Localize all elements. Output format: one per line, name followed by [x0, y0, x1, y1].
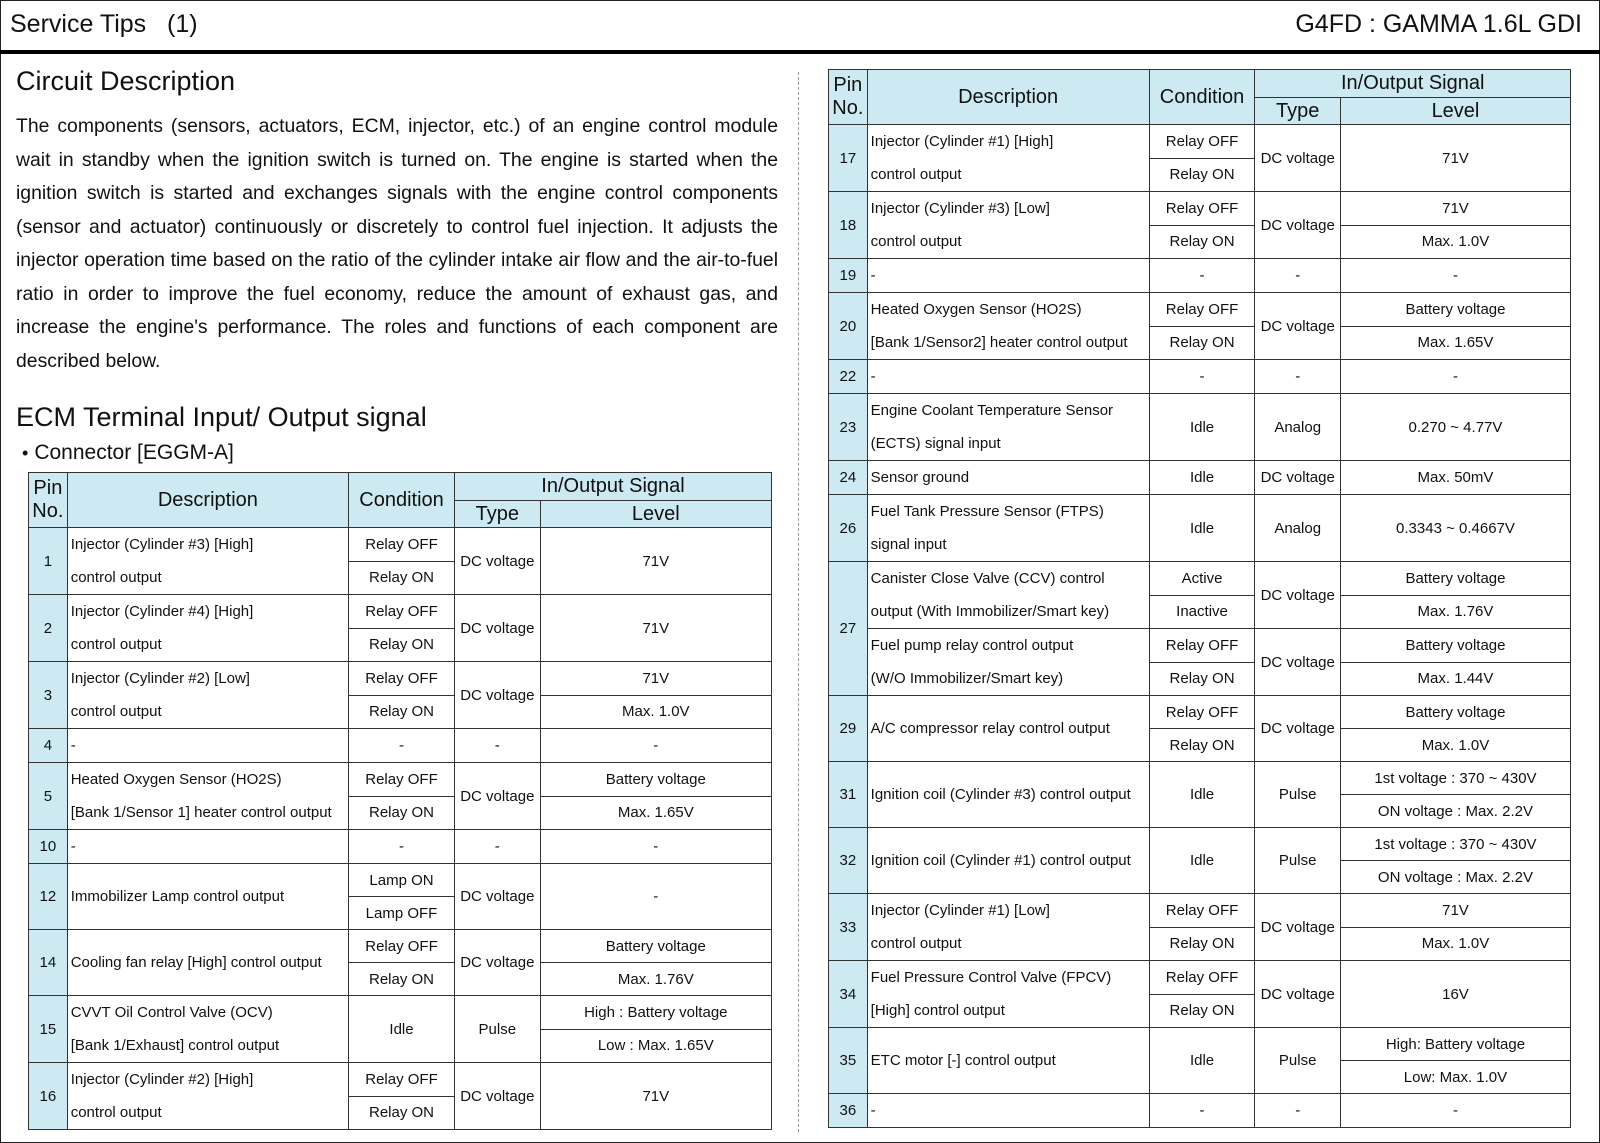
connector-name: Connector [EGGM-A] [34, 441, 234, 464]
signal-level: Max. 1.44V [1340, 662, 1570, 696]
pin-description [867, 961, 1149, 1028]
signal-level: 71V [1340, 125, 1570, 192]
pin-condition: Relay OFF [1149, 192, 1255, 226]
description-line: control output [70, 569, 162, 586]
pin-description [867, 259, 1149, 293]
pin-number: 10 [29, 830, 68, 864]
description-line: [Bank 1/Exhaust] control output [70, 1037, 280, 1054]
pin-condition: Idle [1149, 461, 1255, 495]
pin-description [867, 762, 1149, 828]
header-pin-no [29, 473, 68, 528]
pin-condition: Relay OFF [1149, 125, 1255, 159]
table-row [29, 830, 772, 864]
table-row [29, 763, 772, 797]
pin-condition: - [1149, 1094, 1255, 1128]
description-line: Injector (Cylinder #2) [High] [70, 1071, 254, 1088]
signal-level: Battery voltage [1340, 562, 1570, 596]
description-line: output (With Immobilizer/Smart key) [870, 603, 1110, 620]
pin-number: 14 [29, 930, 68, 996]
connector-label [22, 441, 234, 465]
signal-level: Max. 1.65V [1340, 326, 1570, 360]
signal-level: 1st voltage : 370 ~ 430V [1340, 762, 1570, 795]
description-line: [Bank 1/Sensor2] heater control output [870, 334, 1128, 351]
signal-level: Low: Max. 1.0V [1340, 1061, 1570, 1094]
pin-table-left [28, 472, 772, 1130]
pin-description [867, 461, 1149, 495]
signal-type: DC voltage [455, 528, 541, 595]
signal-type: DC voltage [1255, 293, 1340, 360]
pin-number: 3 [29, 662, 68, 729]
pin-description [67, 930, 348, 996]
description-line: Fuel Tank Pressure Sensor (FTPS) [870, 503, 1104, 520]
pin-description [867, 125, 1149, 192]
column-divider [798, 72, 799, 1132]
signal-level: High : Battery voltage [540, 996, 771, 1030]
pin-condition: Relay ON [349, 796, 455, 830]
description-line: control output [870, 233, 962, 250]
signal-type: DC voltage [1255, 562, 1340, 629]
description-line: - [870, 1102, 876, 1119]
page-title: Service Tips (1) [10, 10, 198, 38]
description-line: Heated Oxygen Sensor (HO2S) [870, 301, 1082, 318]
header-io-signal: In/Output Signal [455, 473, 772, 501]
circuit-description-text: The components (sensors, actuators, ECM, injector, etc.) of an engine control module wait in standby when the ignition switch is turned on. The engine is started when the ignition switch is started and exchanges signals with the engine control components (sensor and actuator) continuously or discretely to control fuel injection. It adjusts the injector operation time based on the ratio of the cylinder intake air flow and the air-to-fuel ratio in order to improve the fuel economy, reduce the amount of exhaust gas, and increase the engine's performance. The roles and functions of each component are described below. [16, 115, 778, 372]
pin-description [867, 394, 1149, 461]
pin-condition: Relay ON [1149, 662, 1255, 696]
signal-type: Pulse [1255, 828, 1340, 894]
signal-level: Max. 1.76V [540, 963, 771, 996]
signal-level: 1st voltage : 370 ~ 430V [1340, 828, 1570, 861]
description-line: control output [870, 166, 962, 183]
pin-description [67, 996, 348, 1063]
pin-number: 19 [829, 259, 868, 293]
pin-description [67, 729, 348, 763]
pin-condition: - [1149, 360, 1255, 394]
pin-condition: - [349, 729, 455, 763]
signal-level: 71V [540, 528, 771, 595]
signal-level: Battery voltage [1340, 696, 1570, 729]
signal-type: Pulse [1255, 762, 1340, 828]
pin-condition: Inactive [1149, 595, 1255, 629]
header-level: Level [540, 501, 771, 528]
table-row [829, 629, 1571, 663]
table-header [829, 70, 1571, 125]
signal-type: DC voltage [455, 595, 541, 662]
header-condition: Condition [1149, 70, 1255, 125]
signal-level: 0.3343 ~ 0.4667V [1340, 495, 1570, 562]
table-row [829, 461, 1571, 495]
signal-level: Battery voltage [540, 930, 771, 963]
signal-type: DC voltage [455, 864, 541, 930]
description-line: Immobilizer Lamp control output [70, 888, 285, 905]
signal-level: Battery voltage [540, 763, 771, 797]
table-row [29, 864, 772, 897]
signal-level: - [1340, 360, 1570, 394]
signal-type: - [1255, 259, 1340, 293]
header-pin-line2: No. [832, 97, 864, 119]
pin-number: 2 [29, 595, 68, 662]
signal-level: 71V [540, 595, 771, 662]
header-row [829, 70, 1571, 98]
table-row [829, 696, 1571, 729]
bullet-icon: • [22, 443, 29, 463]
description-line: - [870, 368, 876, 385]
pin-number: 35 [829, 1028, 868, 1094]
description-line: - [870, 267, 876, 284]
pin-number: 5 [29, 763, 68, 830]
signal-type: DC voltage [1255, 894, 1340, 961]
pin-description [867, 192, 1149, 259]
pin-condition: Active [1149, 562, 1255, 596]
header-type: Type [1255, 98, 1340, 125]
description-line: control output [70, 1104, 162, 1121]
pin-condition: Relay ON [1149, 225, 1255, 259]
pin-condition: Idle [1149, 495, 1255, 562]
pin-description [867, 1028, 1149, 1094]
pin-number: 1 [29, 528, 68, 595]
signal-level: Max. 1.76V [1340, 595, 1570, 629]
description-line: control output [870, 935, 962, 952]
header-level: Level [1340, 98, 1570, 125]
header-pin-line1: Pin [833, 74, 863, 96]
description-line: Injector (Cylinder #2) [Low] [70, 670, 250, 687]
signal-level: 71V [540, 1063, 771, 1130]
signal-type: - [455, 729, 541, 763]
signal-level: 0.270 ~ 4.77V [1340, 394, 1570, 461]
description-line: Ignition coil (Cylinder #3) control output [870, 786, 1131, 803]
table-row [829, 1094, 1571, 1128]
pin-description [67, 830, 348, 864]
pin-condition: Relay OFF [349, 763, 455, 797]
table-row [29, 930, 772, 963]
header-pin-line2: No. [32, 500, 64, 522]
pin-description [867, 562, 1149, 629]
signal-type: DC voltage [455, 930, 541, 996]
pin-condition: Relay ON [1149, 158, 1255, 192]
description-line: Canister Close Valve (CCV) control [870, 570, 1105, 587]
description-line: Injector (Cylinder #3) [Low] [870, 200, 1050, 217]
pin-number: 33 [829, 894, 868, 961]
pin-condition: - [1149, 259, 1255, 293]
table-row [829, 828, 1571, 861]
pin-description [867, 1094, 1149, 1128]
table-row [829, 360, 1571, 394]
signal-type: DC voltage [1255, 629, 1340, 696]
pin-condition: Relay OFF [349, 1063, 455, 1097]
table-body [29, 528, 772, 1130]
pin-description [867, 360, 1149, 394]
pin-number: 23 [829, 394, 868, 461]
pin-description [867, 293, 1149, 360]
signal-type: Analog [1255, 495, 1340, 562]
signal-type: DC voltage [455, 763, 541, 830]
pin-condition: Idle [1149, 1028, 1255, 1094]
signal-level: 16V [1340, 961, 1570, 1028]
description-line: ETC motor [-] control output [870, 1052, 1056, 1069]
signal-level: - [1340, 1094, 1570, 1128]
pin-condition: Relay ON [1149, 326, 1255, 360]
pin-number: 15 [29, 996, 68, 1063]
pin-condition: Relay OFF [349, 662, 455, 696]
description-line: Injector (Cylinder #1) [Low] [870, 902, 1050, 919]
table-row [829, 961, 1571, 995]
signal-level: Max. 50mV [1340, 461, 1570, 495]
header-row [29, 473, 772, 501]
pin-condition: Idle [1149, 762, 1255, 828]
table-row [829, 192, 1571, 226]
description-line: Injector (Cylinder #3) [High] [70, 536, 254, 553]
signal-type: - [455, 830, 541, 864]
header-type: Type [455, 501, 541, 528]
header-io-signal: In/Output Signal [1255, 70, 1571, 98]
table-row [829, 495, 1571, 562]
header-description: Description [67, 473, 348, 528]
page-header [0, 0, 1600, 54]
pin-condition: Relay OFF [349, 595, 455, 629]
pin-condition: Relay OFF [1149, 293, 1255, 327]
pin-description [867, 629, 1149, 696]
pin-number: 29 [829, 696, 868, 762]
pin-description [67, 864, 348, 930]
pin-description [867, 828, 1149, 894]
description-line: CVVT Oil Control Valve (OCV) [70, 1004, 273, 1021]
pin-number: 34 [829, 961, 868, 1028]
description-line: Injector (Cylinder #1) [High] [870, 133, 1054, 150]
description-line: Fuel pump relay control output [870, 637, 1074, 654]
signal-level: ON voltage : Max. 2.2V [1340, 795, 1570, 828]
signal-type: Pulse [455, 996, 541, 1063]
signal-type: Pulse [1255, 1028, 1340, 1094]
pin-number: 12 [29, 864, 68, 930]
pin-condition: Relay ON [1149, 729, 1255, 762]
pin-number: 17 [829, 125, 868, 192]
pin-description [67, 595, 348, 662]
signal-type: DC voltage [1255, 125, 1340, 192]
signal-level: Max. 1.0V [1340, 927, 1570, 961]
description-line: (W/O Immobilizer/Smart key) [870, 670, 1064, 687]
pin-number: 16 [29, 1063, 68, 1130]
header-pin-line1: Pin [33, 477, 63, 499]
table-row [29, 729, 772, 763]
description-line: Fuel Pressure Control Valve (FPCV) [870, 969, 1112, 986]
description-line: Heated Oxygen Sensor (HO2S) [70, 771, 282, 788]
signal-type: - [1255, 360, 1340, 394]
table-row [29, 1063, 772, 1097]
description-line: [Bank 1/Sensor 1] heater control output [70, 804, 332, 821]
signal-level: Battery voltage [1340, 293, 1570, 327]
pin-condition: Idle [1149, 394, 1255, 461]
pin-condition: Lamp OFF [349, 897, 455, 930]
signal-level: - [540, 729, 771, 763]
pin-condition: Relay ON [349, 628, 455, 662]
signal-level: - [540, 830, 771, 864]
pin-condition: Relay ON [349, 1096, 455, 1130]
table-row [829, 1028, 1571, 1061]
description-line: control output [70, 703, 162, 720]
signal-level: Max. 1.0V [540, 695, 771, 729]
pin-number: 18 [829, 192, 868, 259]
signal-type: DC voltage [1255, 696, 1340, 762]
pin-table-right [828, 69, 1571, 1128]
description-line: - [70, 838, 76, 855]
description-line: signal input [870, 536, 947, 553]
signal-level: High: Battery voltage [1340, 1028, 1570, 1061]
pin-condition: Relay OFF [349, 930, 455, 963]
table-row [829, 762, 1571, 795]
pin-condition: - [349, 830, 455, 864]
pin-number: 4 [29, 729, 68, 763]
pin-number: 24 [829, 461, 868, 495]
description-line: Injector (Cylinder #4) [High] [70, 603, 254, 620]
table-row [29, 595, 772, 629]
pin-condition: Relay ON [1149, 927, 1255, 961]
signal-type: DC voltage [455, 1063, 541, 1130]
circuit-heading: Circuit Description [16, 66, 236, 96]
pin-condition: Relay OFF [1149, 629, 1255, 663]
signal-level: 71V [1340, 192, 1570, 226]
description-line: [High] control output [870, 1002, 1005, 1019]
table-row [829, 394, 1571, 461]
table-row [829, 562, 1571, 596]
signal-type: DC voltage [455, 662, 541, 729]
signal-level: Battery voltage [1340, 629, 1570, 663]
signal-level: - [540, 864, 771, 930]
pin-number: 31 [829, 762, 868, 828]
table-body [829, 125, 1571, 1128]
table-header [29, 473, 772, 528]
table-row [29, 662, 772, 696]
table-row [29, 528, 772, 562]
pin-description [67, 763, 348, 830]
description-line: Ignition coil (Cylinder #1) control output [870, 852, 1131, 869]
pin-number: 36 [829, 1094, 868, 1128]
pin-condition: Relay OFF [1149, 696, 1255, 729]
description-line: A/C compressor relay control output [870, 720, 1110, 737]
pin-description [867, 495, 1149, 562]
pin-number: 27 [829, 562, 868, 696]
signal-type: Analog [1255, 394, 1340, 461]
signal-level: Max. 1.0V [1340, 225, 1570, 259]
pin-number: 20 [829, 293, 868, 360]
pin-condition: Idle [1149, 828, 1255, 894]
pin-condition: Relay OFF [1149, 961, 1255, 995]
description-line: Cooling fan relay [High] control output [70, 954, 322, 971]
pin-description [867, 696, 1149, 762]
signal-type: DC voltage [1255, 961, 1340, 1028]
signal-level: Max. 1.65V [540, 796, 771, 830]
pin-condition: Relay ON [349, 695, 455, 729]
description-line: - [70, 737, 76, 754]
pin-condition: Relay ON [1149, 994, 1255, 1028]
engine-label: G4FD : GAMMA 1.6L GDI [1295, 10, 1582, 38]
signal-level: Max. 1.0V [1340, 729, 1570, 762]
pin-description [67, 662, 348, 729]
pin-number: 32 [829, 828, 868, 894]
header-condition: Condition [349, 473, 455, 528]
pin-condition: Relay OFF [349, 528, 455, 562]
header-description: Description [867, 70, 1149, 125]
pin-condition: Relay ON [349, 963, 455, 996]
signal-level: 71V [540, 662, 771, 696]
signal-level: 71V [1340, 894, 1570, 928]
table-row [829, 259, 1571, 293]
table-row [829, 125, 1571, 159]
description-line: control output [70, 636, 162, 653]
pin-number: 22 [829, 360, 868, 394]
table-row [829, 894, 1571, 928]
pin-condition: Idle [349, 996, 455, 1063]
pin-number: 26 [829, 495, 868, 562]
pin-description [67, 528, 348, 595]
ecm-heading: ECM Terminal Input/ Output signal [16, 402, 427, 432]
signal-type: DC voltage [1255, 192, 1340, 259]
description-line: (ECTS) signal input [870, 435, 1001, 452]
header-pin-no [829, 70, 868, 125]
pin-description [67, 1063, 348, 1130]
signal-level: - [1340, 259, 1570, 293]
pin-condition: Relay OFF [1149, 894, 1255, 928]
description-line: Sensor ground [870, 469, 970, 486]
pin-condition: Relay ON [349, 561, 455, 595]
signal-level: Low : Max. 1.65V [540, 1029, 771, 1063]
signal-level: ON voltage : Max. 2.2V [1340, 861, 1570, 894]
table-row [829, 293, 1571, 327]
description-line: Engine Coolant Temperature Sensor [870, 402, 1114, 419]
pin-description [867, 894, 1149, 961]
signal-type: - [1255, 1094, 1340, 1128]
signal-type: DC voltage [1255, 461, 1340, 495]
pin-condition: Lamp ON [349, 864, 455, 897]
table-row [29, 996, 772, 1030]
